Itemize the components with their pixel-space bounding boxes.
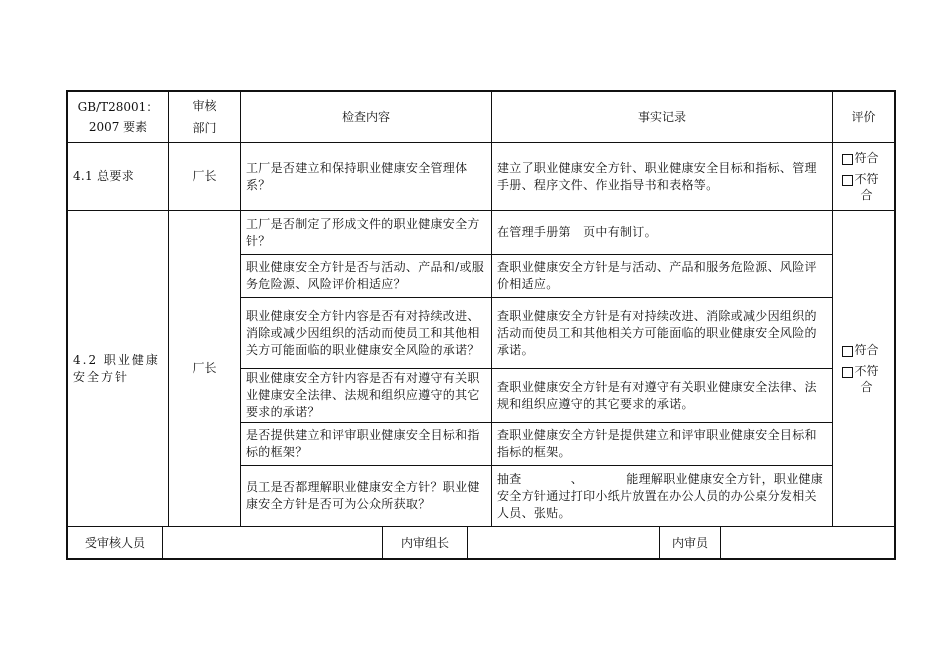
element-4-2: 4.2 职业健康安全方针 xyxy=(73,352,160,384)
conform-option[interactable]: 符合 xyxy=(842,150,886,167)
header-check-content: 检查内容 xyxy=(341,109,390,124)
fact-record: 查职业健康安全方针是与活动、产品和服务危险源、风险评价相适应。 xyxy=(497,260,817,291)
audit-leader-field[interactable] xyxy=(468,527,659,560)
header-evaluation: 评价 xyxy=(851,109,876,124)
check-question: 工厂是否建立和保持职业健康安全管理体系？ xyxy=(246,160,468,192)
fact-record: 查职业健康安全方针是有对遵守有关职业健康安全法律、法规和组织应遵守的其它要求的承诺。 xyxy=(497,379,817,411)
checkbox-icon[interactable] xyxy=(842,346,853,357)
evaluation-options xyxy=(833,143,894,210)
department-cell: 厂长 xyxy=(192,361,217,375)
fact-record: 在管理手册第 页中有制订。 xyxy=(497,225,657,239)
nonconform-option[interactable]: 不符 合 xyxy=(842,171,886,203)
nonconform-option[interactable]: 不符 合 xyxy=(842,363,886,395)
check-question: 职业健康安全方针内容是否有对遵守有关职业健康安全法律、法规和组织应遵守的其它要求的承诺？ xyxy=(246,371,480,419)
fact-record: 查职业健康安全方针是提供建立和评审职业健康安全目标和指标的框架。 xyxy=(497,428,817,459)
check-question: 工厂是否制定了形成文件的职业健康安全方针？ xyxy=(246,216,480,248)
conform-option[interactable]: 符合 xyxy=(842,342,886,359)
fact-record: 抽查 、 能理解职业健康安全方针，职业健康安全方针通过打印小纸片放置在办公人员的办公桌分发相关人员、张贴。 xyxy=(497,471,824,520)
fact-record: 查职业健康安全方针是有对持续改进、消除或减少因组织的活动而使员工和其他相关方可能面临的职业健康安全风险的承诺。 xyxy=(497,308,817,357)
header-standard: GB/T28001： 2007 要素 xyxy=(77,100,159,134)
check-question: 员工是否都理解职业健康安全方针？职业健康安全方针是否可为公众所获取？ xyxy=(246,480,480,511)
checkbox-icon[interactable] xyxy=(842,367,853,378)
header-department: 审核 部门 xyxy=(192,99,217,135)
audit-leader-label: 内审组长 xyxy=(400,536,449,550)
internal-auditor-label: 内审员 xyxy=(671,536,708,550)
check-question: 职业健康安全方针内容是否有对持续改进、消除或减少因组织的活动而使员工和其他相关方可能面临的职业健康安全风险的承诺？ xyxy=(246,308,480,357)
header-fact-record: 事实记录 xyxy=(637,109,686,124)
internal-auditor-field[interactable] xyxy=(721,527,894,560)
check-question: 职业健康安全方针是否与活动、产品和/或服务危险源、风险评价相适应？ xyxy=(246,260,485,291)
evaluation-options xyxy=(833,211,894,526)
auditee-field[interactable] xyxy=(163,527,382,560)
element-4-1: 4.1 总要求 xyxy=(73,169,134,183)
fact-record: 建立了职业健康安全方针、职业健康安全目标和指标、管理手册、程序文件、作业指导书和表格等。 xyxy=(497,160,817,192)
check-question: 是否提供建立和评审职业健康安全目标和指标的框架？ xyxy=(246,428,480,459)
checkbox-icon[interactable] xyxy=(842,175,853,186)
checkbox-icon[interactable] xyxy=(842,154,853,165)
audit-checklist-table xyxy=(66,90,896,560)
auditee-label: 受审核人员 xyxy=(84,536,145,550)
department-cell: 厂长 xyxy=(192,169,217,183)
